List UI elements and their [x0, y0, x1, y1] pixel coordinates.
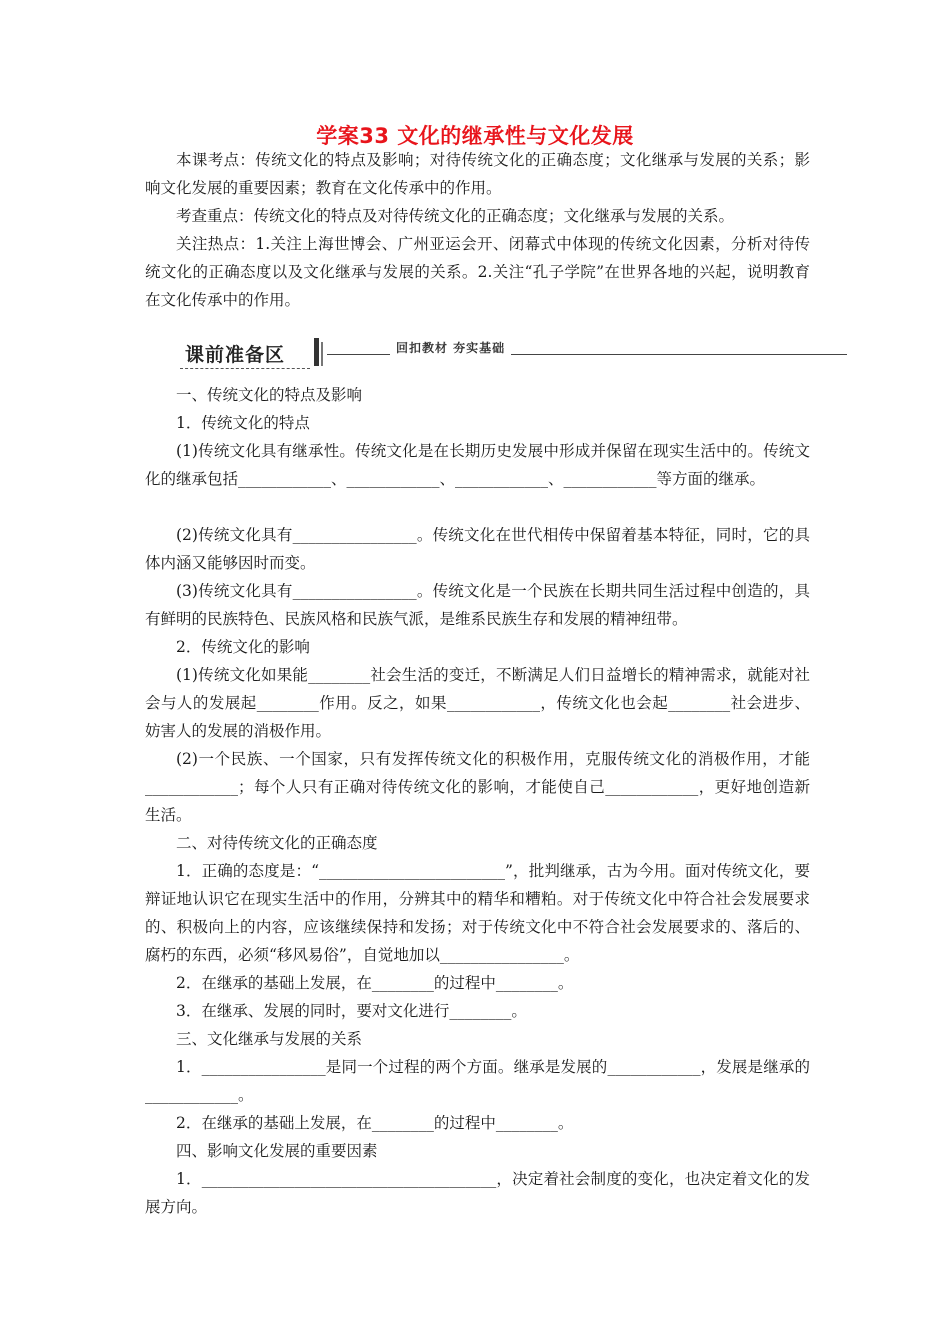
banner-bar-thin: [321, 342, 323, 366]
section-2-item-3: 3．在继承、发展的同时，要对文化进行________。: [176, 1002, 527, 1020]
section-1-2-heading: 2．传统文化的影响: [176, 638, 310, 656]
section-3-item-2: 2．在继承的基础上发展，在________的过程中________。: [176, 1114, 574, 1132]
section-1-1-heading: 1．传统文化的特点: [176, 414, 310, 432]
section-3-heading: 三、文化继承与发展的关系: [176, 1030, 363, 1048]
section-1-1-a: (1)传统文化具有继承性。传统文化是在长期历史发展中形成并保留在现实生活中的。传统文化的继承包括____________、____________、____________、____________等方面的继承。: [145, 442, 810, 488]
section-4-item-1: 1．______________________________________，决定着社会制度的变化，也决定着文化的发展方向。: [145, 1170, 810, 1216]
banner-label: 课前准备区: [185, 344, 286, 366]
section-4-heading: 四、影响文化发展的重要因素: [176, 1142, 378, 1160]
page-title: 学案33 文化的继承性与文化发展: [316, 124, 634, 148]
section-2-heading: 二、对待传统文化的正确态度: [176, 834, 378, 852]
banner-underline: [180, 368, 310, 369]
banner-subtitle: 回扣教材 夯实基础: [390, 339, 511, 356]
section-1-2-a: (1)传统文化如果能________社会生活的变迁，不断满足人们日益增长的精神需求，就能对社会与人的发展起________作用。反之，如果____________，传统文化也会起________社会进步、妨害人的发展的消极作用。: [145, 666, 810, 740]
section-1-2-b: (2)一个民族、一个国家，只有发挥传统文化的积极作用，克服传统文化的消极作用，才能____________；每个人只有正确对待传统文化的影响，才能使自己____________，更好地创造新生活。: [145, 750, 810, 824]
banner-bar: [314, 338, 319, 366]
section-1-1-b: (2)传统文化具有________________。传统文化在世代相传中保留着基本特征，同时，它的具体内涵又能够因时而变。: [145, 526, 810, 572]
intro-redian: 关注热点：1.关注上海世博会、广州亚运会开、闭幕式中体现的传统文化因素，分析对待传统文化的正确态度以及文化继承与发展的关系。2.关注“孔子学院”在世界各地的兴起，说明教育在文化传承中的作用。: [145, 235, 810, 309]
section-banner: [180, 338, 848, 368]
section-2-item-1: 1．正确的态度是：“________________________”，批判继承，古为今用。面对传统文化，要辩证地认识它在现实生活中的作用，分辨其中的精华和糟粕。对于传统文化中符合社会发展要求的、积极向上的内容，应该继续保持和发扬；对于传统文化中不符合社会发展要求的、落后的、腐朽的东西，必须“移风易俗”，自觉地加以________________。: [145, 862, 810, 964]
intro-zhongdian: 考查重点：传统文化的特点及对待传统文化的正确态度；文化继承与发展的关系。: [176, 207, 735, 225]
section-1-1-c: (3)传统文化具有________________。传统文化是一个民族在长期共同生活过程中创造的，具有鲜明的民族特色、民族风格和民族气派，是维系民族生存和发展的精神纽带。: [145, 582, 810, 628]
section-2-item-2: 2．在继承的基础上发展，在________的过程中________。: [176, 974, 574, 992]
intro-kaodian: 本课考点：传统文化的特点及影响；对待传统文化的正确态度；文化继承与发展的关系；影响文化发展的重要因素；教育在文化传承中的作用。: [145, 151, 810, 197]
section-3-item-1: 1．________________是同一个过程的两个方面。继承是发展的____________，发展是继承的____________。: [145, 1058, 810, 1104]
section-1-heading: 一、传统文化的特点及影响: [176, 386, 363, 404]
